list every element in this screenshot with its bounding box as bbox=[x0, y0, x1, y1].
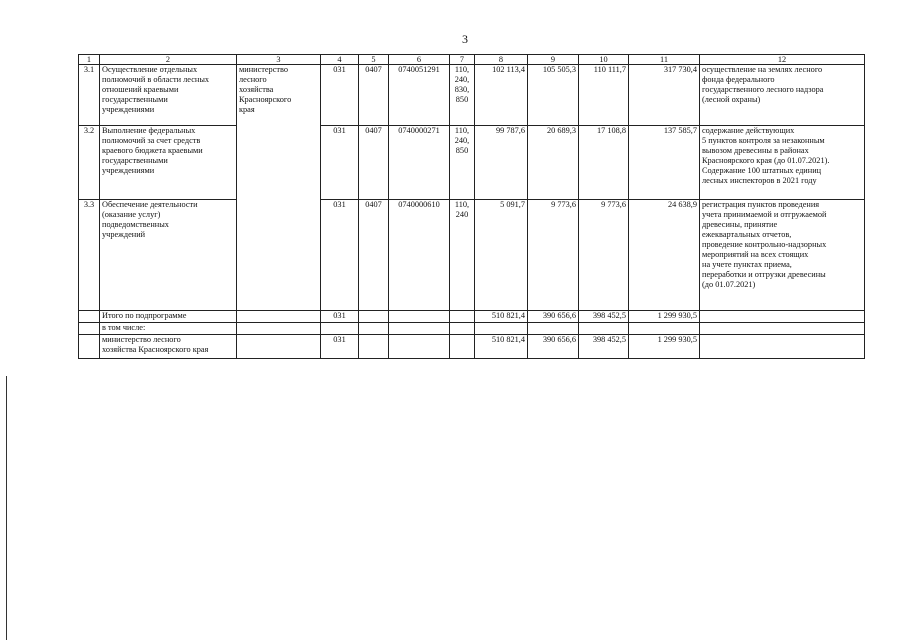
vr-code: 110, 240 bbox=[450, 200, 475, 311]
amount-total: 137 585,7 bbox=[629, 126, 700, 200]
page-number: 3 bbox=[462, 32, 468, 46]
measure-name: Осуществление отдельных полномочий в области лесных отношений краевыми государственными учреждениями bbox=[100, 65, 237, 126]
column-header: 9 bbox=[528, 55, 579, 65]
column-header: 3 bbox=[237, 55, 321, 65]
column-header: 4 bbox=[321, 55, 359, 65]
vr-code: 110, 240, 830, 850 bbox=[450, 65, 475, 126]
row-number: 3.3 bbox=[79, 200, 100, 311]
row-number: 3.2 bbox=[79, 126, 100, 200]
table-row bbox=[79, 126, 865, 200]
amount-2022: 105 505,3 bbox=[528, 65, 579, 126]
amount-2021: 510 821,4 bbox=[475, 335, 528, 359]
csr-code: 0740000610 bbox=[389, 200, 450, 311]
including-row bbox=[79, 323, 865, 335]
amount-2023: 9 773,6 bbox=[579, 200, 629, 311]
amount-2023: 110 111,7 bbox=[579, 65, 629, 126]
column-header: 2 bbox=[100, 55, 237, 65]
column-header: 11 bbox=[629, 55, 700, 65]
column-header: 7 bbox=[450, 55, 475, 65]
amount-total: 24 638,9 bbox=[629, 200, 700, 311]
amount-2023: 17 108,8 bbox=[579, 126, 629, 200]
column-header: 8 bbox=[475, 55, 528, 65]
column-header: 12 bbox=[700, 55, 865, 65]
amount-2022: 390 656,6 bbox=[528, 311, 579, 323]
csr-code: 0740051291 bbox=[389, 65, 450, 126]
amount-total: 1 299 930,5 bbox=[629, 311, 700, 323]
csr-code: 0740000271 bbox=[389, 126, 450, 200]
column-header: 10 bbox=[579, 55, 629, 65]
column-header: 5 bbox=[359, 55, 389, 65]
kgrbs-code: 031 bbox=[321, 311, 359, 323]
table-row bbox=[79, 65, 865, 126]
amount-total: 1 299 930,5 bbox=[629, 335, 700, 359]
amount-2021: 5 091,7 bbox=[475, 200, 528, 311]
rzpr-code: 0407 bbox=[359, 65, 389, 126]
vr-code: 110, 240, 850 bbox=[450, 126, 475, 200]
row-number: 3.1 bbox=[79, 65, 100, 126]
total-label: Итого по подпрограмме bbox=[100, 311, 237, 323]
amount-total: 317 730,4 bbox=[629, 65, 700, 126]
kgrbs-code: 031 bbox=[321, 126, 359, 200]
amount-2022: 390 656,6 bbox=[528, 335, 579, 359]
amount-2022: 9 773,6 bbox=[528, 200, 579, 311]
measure-name: Выполнение федеральных полномочий за счет средств краевого бюджета краевыми государственными учреждениями bbox=[100, 126, 237, 200]
scan-edge-line bbox=[6, 376, 7, 640]
expected-result: осуществление на землях лесного фонда федерального государственного лесного надзора (лесной охраны) bbox=[700, 65, 865, 126]
column-header: 6 bbox=[389, 55, 450, 65]
kgrbs-code: 031 bbox=[321, 335, 359, 359]
ministry-row bbox=[79, 335, 865, 359]
amount-2021: 102 113,4 bbox=[475, 65, 528, 126]
column-header: 1 bbox=[79, 55, 100, 65]
including-label: в том числе: bbox=[100, 323, 237, 335]
amount-2022: 20 689,3 bbox=[528, 126, 579, 200]
budget-table bbox=[78, 54, 865, 359]
expected-result: регистрация пунктов проведения учета принимаемой и отгружаемой древесины, принятие ежеквартальных отчетов, проведение контрольно-надзорных мероприятий на всех стоящих на учете пунктах приема, переработки и отгрузки древесины (до 01.07.2021) bbox=[700, 200, 865, 311]
measure-name: Обеспечение деятельности (оказание услуг) подведомственных учреждений bbox=[100, 200, 237, 311]
kgrbs-code: 031 bbox=[321, 200, 359, 311]
table-header-row bbox=[79, 55, 865, 65]
kgrbs-code: 031 bbox=[321, 65, 359, 126]
rzpr-code: 0407 bbox=[359, 126, 389, 200]
amount-2021: 99 787,6 bbox=[475, 126, 528, 200]
total-row bbox=[79, 311, 865, 323]
table-row bbox=[79, 200, 865, 311]
amount-2023: 398 452,5 bbox=[579, 311, 629, 323]
expected-result: содержание действующих 5 пунктов контроля за незаконным вывозом древесины в районах Красноярского края (до 01.07.2021). Содержание 100 штатных единиц лесных инспекторов в 2021 году bbox=[700, 126, 865, 200]
amount-2021: 510 821,4 bbox=[475, 311, 528, 323]
rzpr-code: 0407 bbox=[359, 200, 389, 311]
administrator-cell: министерство лесного хозяйства Красноярского края bbox=[237, 65, 321, 311]
amount-2023: 398 452,5 bbox=[579, 335, 629, 359]
ministry-label: министерство лесного хозяйства Красноярского края bbox=[100, 335, 237, 359]
